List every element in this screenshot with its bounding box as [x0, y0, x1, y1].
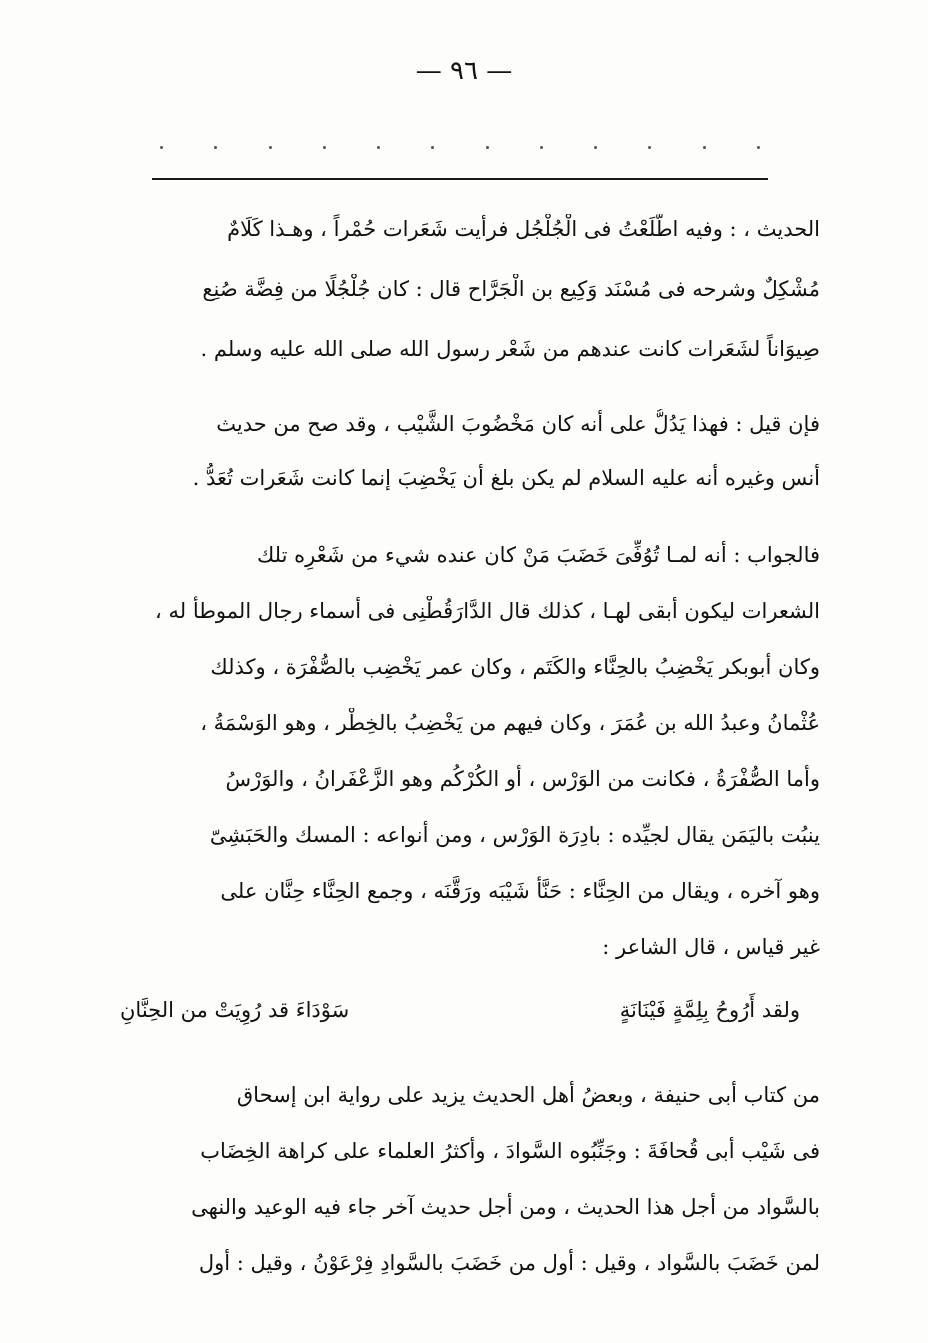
text-line: وأما الصُّفْرَةُ ، فكانت من الوَرْس ، أو الكُرْكُم وهو الزَّعْفَرانُ ، والوَرْسُ: [225, 767, 820, 791]
verse-second-hemistich: سَوْدَاءَ قد رُوِيَتْ من الحِنَّانِ: [120, 998, 350, 1022]
text-line: وكان أبوبكر يَخْضِبُ بالحِنَّاء والكَتَم ، وكان عمر يَخْضِب بالصُّفْرَة ، وكذلك: [210, 655, 820, 679]
text-line: بالسَّواد من أجل هذا الحديث ، ومن أجل حديث آخر جاء فيه الوعيد والنهى: [191, 1195, 820, 1219]
text-line: من كتاب أبى حنيفة ، وبعضُ أهل الحديث يزيد على رواية ابن إسحاق: [236, 1083, 820, 1107]
text-line: لمن خَضَبَ بالسَّواد ، وقيل : أول من خَضَبَ بالسَّوادِ فِرْعَوْنُ ، وقيل : أول: [198, 1251, 820, 1275]
text-line: وهو آخره ، ويقال من الحِنَّاء : حَنَّأ شَيْبَه ورَقَّنَه ، وجمع الحِنَّاء حِنَّان على: [220, 879, 820, 903]
text-line: الشعرات ليكون أبقى لهـا ، كذلك قال الدَّارَقُطْنِى فى أسماء رجال الموطأ له ،: [155, 599, 820, 623]
text-line: غير قياس ، قال الشاعر :: [602, 935, 820, 959]
text-line: ينبُت باليَمَن يقال لجيِّده : بادِرَة الوَرْس ، ومن أنواعه : المسك والحَبَشِىّ: [209, 823, 820, 847]
header-rule: [152, 178, 768, 180]
text-line: الحديث ، : وفيه اطَّلَعْتُ فى الْجُلْجُل فرأيت شَعَرات حُمْراً ، وهـذا كَلَامٌ: [227, 217, 820, 241]
text-line: فى شَيْب أبى قُحافَةَ : وجَنِّبُوه السَّوادَ ، وأكثرُ العلماء على كراهة الخِضَاب: [200, 1139, 820, 1163]
verse-first-hemistich: ولقد أَرُوحُ بِلِمَّةٍ فَيْنَانَةٍ: [619, 998, 800, 1022]
text-line: صِيوَاناً لشَعَرات كانت عندهم من شَعْر رسول الله صلى الله عليه وسلم .: [200, 337, 820, 361]
decorative-dots: [160, 146, 760, 154]
text-line: عُثْمانُ وعبدُ الله بن عُمَرَ ، وكان فيهم من يَخْضِبُ بالخِطْر ، وهو الوَسْمَةُ ،: [200, 711, 820, 735]
text-line: أنس وغيره أنه عليه السلام لم يكن بلغ أن يَخْضِبَ إنما كانت شَعَرات تُعَدُّ .: [192, 466, 820, 490]
poetry-verse: [120, 998, 800, 1034]
page-number: — ٩٦ —: [415, 56, 513, 86]
text-line: فإن قيل : فهذا يَدُلُّ على أنه كان مَخْضُوبَ الشَّيْب ، وقد صح من حديث: [216, 412, 820, 436]
text-line: مُشْكِلٌ وشرحه فى مُسْنَد وَكِيع بن الْجَرَّاح قال : كان جُلْجُلًا من فِضَّة صُنِع: [202, 277, 820, 301]
text-line: فالجواب : أنه لمـا تُوُفِّىَ خَضَبَ مَنْ كان عنده شيء من شَعْرِه تلك: [256, 543, 820, 567]
